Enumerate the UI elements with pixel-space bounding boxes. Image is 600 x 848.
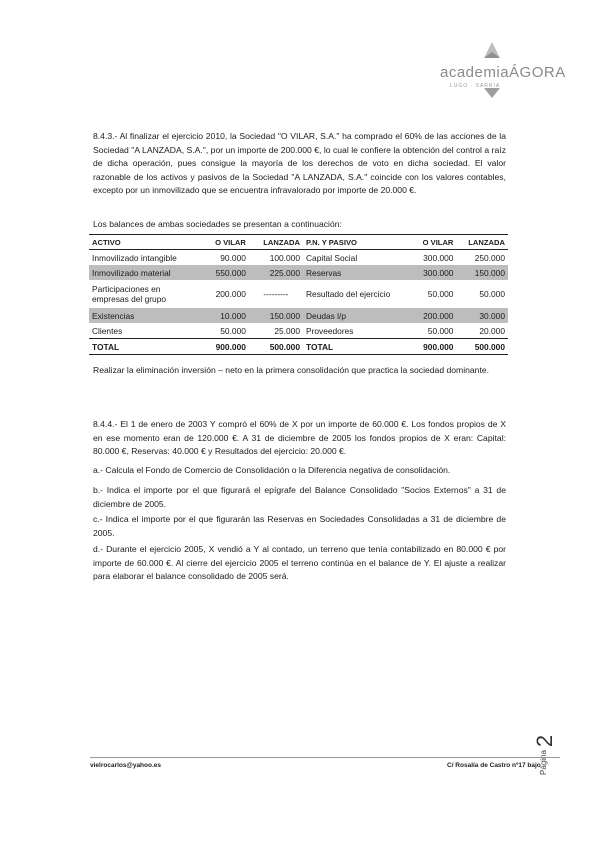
- table-total-row: [89, 339, 508, 355]
- academia-agora-logo: [440, 42, 566, 102]
- total-label: TOTAL: [89, 339, 197, 355]
- table-row: [89, 250, 508, 266]
- balance-table: [89, 234, 508, 355]
- cell: 25.000: [274, 325, 300, 336]
- cell: 50.000: [427, 289, 454, 299]
- question-d: d.- Durante el ejercicio 2005, X vendió a Y al contado, un terreno que tenía contabilizado en 80.000 € por importe de 60.000 €. Al cierre del ejercicio 2005 el terreno continúa en el balance de Y. El ajuste a realizar para elaborar el balance consolidado de 2005 será.: [93, 544, 506, 582]
- page-number: 2: [532, 734, 558, 748]
- page-label: Página: [538, 750, 548, 775]
- logo-subtitle: LUGO · SARRIA: [450, 83, 501, 89]
- page-indicator: [532, 728, 567, 788]
- exercise-8-4-4-statement: 8.4.4.- El 1 de enero de 2003 Y compró el 60% de X por un importe de 60.000 €. Los fondos propios de X en ese momento eran de 120.000 €. A 31 de diciembre de 2005 los fondos propios de X eran: Capital: 80.000 €, Reservas: 40.000 € y Resultados del ejercicio: 20.000 €.: [93, 419, 506, 457]
- cell: 150.000: [456, 265, 508, 280]
- cell: Resultado del ejercicio: [305, 289, 391, 299]
- cell: Clientes: [92, 325, 123, 336]
- balances-intro: Los balances de ambas sociedades se presentan a continuación:: [93, 219, 342, 229]
- cell: 10.000: [197, 308, 248, 323]
- exercise-8-4-3-statement: 8.4.3.- Al finalizar el ejercicio 2010, la Sociedad "O VILAR, S.A." ha comprado el 60% de las acciones de la Sociedad "A LANZADA, S.A.", por un importe de 200.000 €, lo cual le confiere la obtención del control a raíz de dicha operación, pues consigue la mayoría de los derechos de voto en dicha sociedad. El valor razonable de los activos y pasivos de la Sociedad "A LANZADA, S.A." coincide con los valores contables, excepto por un inmovilizado que se encuentra infravalorado por importe de 20.000 €.: [93, 131, 506, 196]
- cell: 30.000: [456, 308, 508, 323]
- cell: 225.000: [249, 265, 303, 280]
- table-row: [89, 280, 508, 308]
- header-ovilar-activo: O VILAR: [197, 235, 248, 250]
- header-ovilar-pasivo: O VILAR: [402, 235, 457, 250]
- cell: ---------: [263, 289, 289, 299]
- cell: 50.000: [220, 325, 246, 336]
- cell: Participaciones en empresas del grupo: [92, 284, 167, 304]
- header-pn-pasivo: P.N. Y PASIVO: [303, 235, 402, 250]
- total-value: 500.000: [456, 339, 508, 355]
- cell: Capital Social: [305, 252, 358, 263]
- total-value: 900.000: [402, 339, 457, 355]
- cell: Inmovilizado material: [89, 265, 197, 280]
- cell: 90.000: [220, 252, 246, 263]
- total-value: 500.000: [249, 339, 303, 355]
- cell: 200.000: [215, 289, 246, 299]
- table-row: [89, 308, 508, 323]
- cell: 50.000: [427, 325, 454, 336]
- question-b: b.- Indica el importe por el que figurará el epígrafe del Balance Consolidado "Socios Externos" a 31 de diciembre de 2005.: [93, 485, 506, 509]
- question-a: a.- Calcula el Fondo de Comercio de Consolidación o la Diferencia negativa de consolidación.: [93, 465, 451, 475]
- cell: 300.000: [423, 252, 454, 263]
- footer-email: vielrocarlos@yahoo.es: [90, 762, 162, 769]
- cell: Inmovilizado intangible: [92, 252, 177, 263]
- exercise-8-4-3-task: Realizar la eliminación inversión – neto en la primera consolidación que practica la sociedad dominante.: [93, 365, 490, 375]
- cell: Existencias: [89, 308, 197, 323]
- cell: Reservas: [303, 265, 402, 280]
- table-header-row: [89, 235, 508, 250]
- cell: 250.000: [474, 252, 505, 263]
- cell: 150.000: [249, 308, 303, 323]
- cell: Deudas l/p: [303, 308, 402, 323]
- cell: 550.000: [197, 265, 248, 280]
- header-activo: ACTIVO: [89, 235, 197, 250]
- table-row: [89, 323, 508, 339]
- cell: 300.000: [402, 265, 457, 280]
- footer-divider: [90, 757, 560, 758]
- cell: 50.000: [479, 289, 505, 299]
- question-c: c.- Indica el importe por el que figurarán las Reservas en Sociedades Consolidadas a 31 de diciembre de 2005.: [93, 514, 506, 538]
- logo-text: academiaÁGORA: [440, 64, 566, 81]
- cell: 200.000: [402, 308, 457, 323]
- header-lanzada-activo: LANZADA: [249, 235, 303, 250]
- table-row: [89, 265, 508, 280]
- total-value: 900.000: [197, 339, 248, 355]
- total-label: TOTAL: [303, 339, 402, 355]
- cell: 100.000: [269, 252, 300, 263]
- footer-address: C/ Rosalía de Castro nº17 bajo: [447, 762, 541, 769]
- cell: Proveedores: [305, 325, 354, 336]
- cell: 20.000: [479, 325, 505, 336]
- header-lanzada-pasivo: LANZADA: [456, 235, 508, 250]
